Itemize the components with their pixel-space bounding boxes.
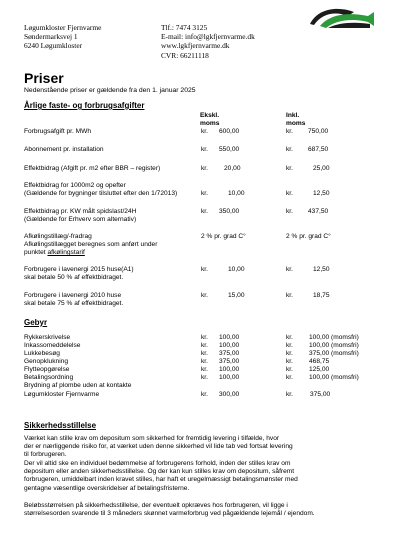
fee-row-lowenergy-2015: Forbrugere i lavenergi 2015 huse(A1) skal betale 50 % af effektbidraget. kr. 10,00 kr. 12,50 bbox=[24, 266, 330, 281]
security-paragraph-2: Der vil altid ske en individuel bedømmelse af forbrugerens forhold, inden der stilles krav om depositum eller anden sikkerhedsstillelse. Og der kan kun stilles krav om depositum, såfremt forbrugeren, umiddelbart inden kravet stilles, har haft et uregelmæssigt betalingsmønster med gentagne væsentlige overskridelser af betalingsfristerne. bbox=[24, 460, 298, 492]
website: www.lgkfjernvarme.dk bbox=[161, 41, 230, 51]
phone: Tlf.: 7474 3125 bbox=[161, 23, 208, 32]
fee-row-cooling: Afkølingstillæg/-fradrag Afkølingstillægget beregnes som anført under punktet afkølingstarif 2 % pr. grad C° 2 % pr. grad C° bbox=[24, 233, 331, 256]
city: 6240 Løgumkloster bbox=[24, 41, 83, 51]
cooling-tariff-link[interactable]: afkølingstarif bbox=[47, 249, 85, 256]
security-heading: Sikkerhedsstillelse bbox=[24, 421, 97, 430]
fee-row-effect-1000m2: Effektbidrag for 1000m2 og opefter (Gældende for bygninger tilsluttet efter den 1/72013) kr. 10,00 kr. 12,50 bbox=[24, 182, 330, 197]
company-logo-icon bbox=[308, 4, 376, 30]
company-address bbox=[24, 23, 101, 51]
email: E-mail: info@lgkfjernvarme.dk bbox=[161, 32, 255, 42]
fee-row-lowenergy-2010: Forbrugere i lavenergi 2010 huse skal betale 75 % af effektbidraget. kr. 15,00 kr. 18,75 bbox=[24, 292, 330, 307]
security-paragraph-3: Beløbsstørrelsen på sikkerhedsstillelse, der eventuelt opkræves hos forbrugeren, vil ligge i størrelsesorden svarende til 3 måneders skønnet varmeforbrug ved pågældende lejemål / ejendom. bbox=[24, 502, 315, 518]
company-name: Løgumkloster Fjernvarme bbox=[24, 23, 102, 32]
cvr: CVR: 66211118 bbox=[161, 50, 209, 60]
security-paragraph-1: Værket kan stille krav om depositum som sikkerhed for fremtidig levering i tilfælde, hvor der er nærliggende risiko for, at værket uden denne sikkerhed vil lide tab ved fortsat levering til forbrugeren. bbox=[24, 435, 293, 459]
col-excl-vat-header: Ekskl. moms bbox=[200, 112, 220, 127]
page-subtitle: Nedenstående priser er gældende fra den 1. januar 2025 bbox=[24, 87, 196, 94]
page-title: Priser bbox=[24, 70, 64, 86]
col-incl-vat-header: Inkl. moms bbox=[286, 112, 306, 127]
fees-heading: Gebyr bbox=[24, 318, 48, 327]
street: Søndermarksvej 1 bbox=[24, 32, 78, 42]
company-contact bbox=[161, 23, 255, 60]
fee-row-effect-kw: Effektbidrag pr. KW målt spidslast/24H (Gældende for Erhverv som alternativ) kr. 350,00 kr. 437,50 bbox=[24, 208, 329, 223]
annual-fees-heading: Årlige faste- og forbrugsafgifter bbox=[24, 101, 145, 110]
